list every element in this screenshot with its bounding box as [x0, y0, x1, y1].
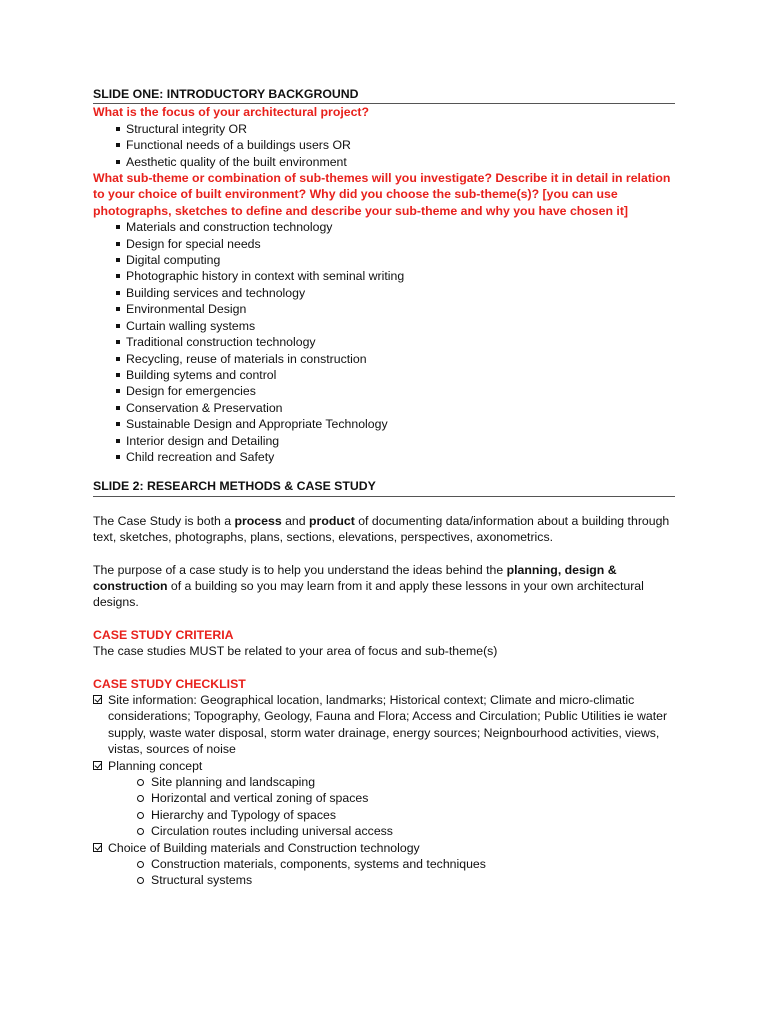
text-run: of documenting data/information about a building through text, sketches, photographs, plans, sections, elevations, perspectives, axonometrics. [93, 513, 670, 545]
subtheme-item: Child recreation and Safety [116, 449, 675, 465]
slide-one-heading: SLIDE ONE: INTRODUCTORY BACKGROUND [93, 86, 675, 104]
subtheme-item: Design for special needs [116, 236, 675, 252]
subtheme-item: Digital computing [116, 252, 675, 268]
subtheme-item: Building services and technology [116, 285, 675, 301]
planning-subitem: Horizontal and vertical zoning of spaces [137, 790, 675, 806]
focus-item: Functional needs of a buildings users OR [116, 137, 675, 153]
planning-sublist [93, 774, 675, 840]
text-run: The purpose of a case study is to help you understand the ideas behind the [93, 562, 507, 577]
materials-subitem: Structural systems [137, 872, 675, 888]
checkbox-icon [93, 695, 102, 704]
subtheme-item: Photographic history in context with seminal writing [116, 268, 675, 284]
materials-subitem: Construction materials, components, systems and techniques [137, 856, 675, 872]
subtheme-item: Environmental Design [116, 301, 675, 317]
subtheme-item: Curtain walling systems [116, 318, 675, 334]
planning-subitem: Circulation routes including universal access [137, 823, 675, 839]
subtheme-item: Traditional construction technology [116, 334, 675, 350]
focus-list [93, 121, 675, 170]
case-study-purpose [93, 562, 675, 611]
criteria-heading: CASE STUDY CRITERIA [93, 627, 234, 642]
checklist-text: Choice of Building materials and Construction technology [108, 840, 420, 855]
subtheme-item: Design for emergencies [116, 383, 675, 399]
planning-subitem: Site planning and landscaping [137, 774, 675, 790]
materials-sublist [93, 856, 675, 889]
subtheme-list [93, 219, 675, 465]
subtheme-item: Recycling, reuse of materials in construction [116, 351, 675, 367]
subtheme-item: Materials and construction technology [116, 219, 675, 235]
checklist-item-site [93, 692, 675, 758]
document-body [93, 86, 675, 889]
planning-subitem: Hierarchy and Typology of spaces [137, 807, 675, 823]
checklist-text: Planning concept [108, 758, 203, 773]
subtheme-item: Conservation & Preservation [116, 400, 675, 416]
subtheme-question: What sub-theme or combination of sub-themes will you investigate? Describe it in detail in relation to your choice of built environment? Why did you choose the sub-theme(s)? [you can use photographs, sketches to define and describe your sub-theme and why you have chosen it] [93, 171, 671, 218]
focus-question: What is the focus of your architectural project? [93, 105, 370, 120]
text-run: of a building so you may learn from it and apply these lessons in your own architectural designs. [93, 578, 644, 610]
focus-item: Structural integrity OR [116, 121, 675, 137]
bold-product: product [309, 513, 355, 528]
checkbox-icon [93, 761, 102, 770]
text-run: The Case Study is both a [93, 513, 235, 528]
subtheme-item: Interior design and Detailing [116, 433, 675, 449]
checklist-heading: CASE STUDY CHECKLIST [93, 676, 246, 691]
case-study-definition [93, 513, 675, 546]
focus-item: Aesthetic quality of the built environment [116, 154, 675, 170]
checklist-text: Site information: Geographical location, landmarks; Historical context; Climate and micro-climatic considerations; Topography, Geology, Fauna and Flora; Access and Circulation; Public Utilities ie water supply, waste water disposal, storm water drainage, energy sources; Neignbourhood activities, views, vistas, sources of noise [108, 693, 668, 757]
checklist-item-planning [93, 758, 675, 774]
bold-process: process [234, 513, 282, 528]
bold-planning: planning, design & construction [93, 562, 617, 593]
checkbox-icon [93, 843, 102, 852]
subtheme-item: Sustainable Design and Appropriate Technology [116, 416, 675, 432]
text-run: and [281, 513, 310, 528]
subtheme-item: Building sytems and control [116, 367, 675, 383]
criteria-text: The case studies MUST be related to your area of focus and sub-theme(s) [93, 644, 498, 659]
checklist-item-materials [93, 840, 675, 856]
slide-two-heading: SLIDE 2: RESEARCH METHODS & CASE STUDY [93, 478, 675, 496]
